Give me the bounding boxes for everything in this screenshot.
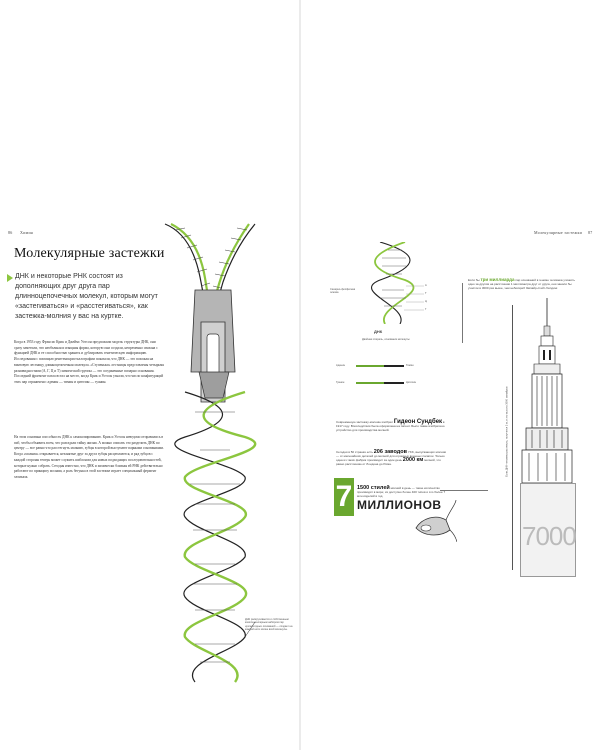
zipper-dna-illustration (155, 222, 285, 722)
helix-tick-c: Ц (425, 300, 427, 303)
lead-arrow-icon (7, 274, 13, 282)
dna-note-rest: пар оснований в геноме человека уложить одно за другим на расстоянии 1 миллиметра друг от друга, они заняли бы участок в 3000 раз выше, чем небоскреб Эмпайр-стейт-билдинг. (468, 278, 575, 290)
factories-rest-2: молний, что равно расстоянию от Лондона до Рима. (336, 458, 441, 466)
measurement-label: Если ДНК человека растянуть, получится 2 м, и это высота 3000 эмпайров (505, 386, 509, 477)
legend-guanine-swatch (356, 382, 384, 384)
dna-note-leader-line (462, 283, 463, 343)
legend-row-2 (336, 381, 426, 384)
factories-km: 2000 км (402, 457, 424, 463)
helix-tick-a: А (425, 284, 427, 287)
legend-thymine: Тимин (406, 364, 414, 367)
left-running-head: Химия (20, 230, 34, 235)
gideon-name: Гидеон Сундбек (393, 419, 443, 425)
legend-row-1 (336, 364, 426, 367)
right-page-number: 87 (588, 230, 593, 235)
helix-sublabel: Двойная спираль, основания молекулы (362, 338, 410, 341)
millions-label: МИЛЛИОНОВ (357, 498, 442, 512)
helix-label: ДНК (374, 329, 383, 334)
gideon-note (336, 420, 448, 432)
styles-rest: молний в день — такое количество производят в мире; их доступно более 400 типов и это более 7 млн изделий в год. (357, 486, 446, 498)
measurement-line (512, 305, 513, 570)
body-paragraph-1: Когда в 1953 году Фрэнсис Крик и Джеймс Уотсон предложили модель структуры ДНК, они сразу заметили, что необычная и изящная форма, которую они создали, непременно связана с функцией ДНК и ее способностью хранить и дублировать генетическую информацию. Исследования с помощью рентгенокристаллографии показали, что ДНК — это похожая на винтовую лестницу длинноцепочечная молекула. «Ступеньки» лестницы представлены четырьмя разновидностями (A, Г, Ц и Т) химической группы — это соединенные попарно основания. Последний фрагмент пазла встал на место, когда Крик и Уотсон узнали, что число конфигураций этих пар ограничено: аденин — тимин и цитозин — гуанин. (14, 340, 164, 384)
gideon-line-1: Современную застежку-молнию изобрел (336, 420, 393, 424)
dna-note-prefix: Если бы (468, 278, 480, 282)
helix-side-label: Сахарно-фосфатная основа (330, 288, 356, 295)
book-spine (299, 0, 301, 750)
styles-note (357, 486, 447, 498)
legend-adenine: Аденин (336, 364, 345, 367)
factories-rest: YKK, выпускающих молнии — от мельчайших деталей до молний для огромных военных палаток. Только одна из таких фабрик производит за один день (336, 450, 447, 462)
factories-prefix: Сегодня в 50 странах есть (336, 450, 373, 454)
legend-adenine-swatch (356, 365, 384, 367)
factories-highlight: 206 заводов (373, 449, 408, 455)
legend-cytosine: Цитозин (406, 381, 417, 384)
helix-tick-g: Г (425, 308, 427, 311)
seven-digit-box: 7 (334, 478, 354, 516)
page-title: Молекулярные застежки (14, 246, 165, 261)
helix-tick-t: Т (425, 292, 427, 295)
left-page-number: 86 (8, 230, 13, 235)
empire-state-building-illustration (520, 298, 574, 483)
legend-cytosine-swatch (384, 382, 404, 384)
zipper-pull-icon (412, 500, 457, 542)
dna-note-highlight: три миллиарда (480, 277, 515, 282)
body-paragraph-2: На этом основана способность ДНК к самокопированию. Крик и Уотсон неведомо отправились в паб, чтобы объявить всем, что разгадали тайну жизни. А можно описать это разделить ДНК по центру — все равно что расстегнуть молнию, зубцы в которой выступают парными основаниями. Когда «молния» открывается, незанятые друг за друга зубцы расцепляются, и ряд зубцов с каждой стороны теперь может служить шаблоном для новых подходящих последовательностей, которые нужно собрать. Сегодня известно, что ДНК и химически близкая ей РНК действительно работают по принципу молнии, а роль бегунка в этой застежке играет специальный фермент хеликаза. (14, 435, 164, 479)
legend-thymine-swatch (384, 365, 404, 367)
styles-leader-line (440, 490, 488, 491)
factories-note (336, 450, 448, 466)
dna-note (468, 278, 580, 290)
right-running-head: Молекулярные застежки (534, 230, 583, 235)
lead-paragraph: ДНК и некоторые РНК состоят из дополняющих друг друга пар длинноцепочечных молекул, которым могут «застегиваться» и «расстегиваться», как застежка-молния у вас на куртке. (15, 273, 158, 320)
legend-guanine: Гуанин (336, 381, 345, 384)
gideon-rest: в 1917 году. Впоследствии была оформлена на патент. Было также изобретено устройство для производства молний. (336, 420, 445, 432)
dna-helix-diagram (360, 242, 430, 324)
styles-highlight: 1500 стилей (357, 485, 390, 491)
zipper-caption: ДНК раскручивается и собственным комплементарным набором пар нуклеотидных оснований — создает на каждой нити копию всей молекулы. (245, 618, 293, 632)
big-number-7000: 7000 (522, 521, 576, 551)
